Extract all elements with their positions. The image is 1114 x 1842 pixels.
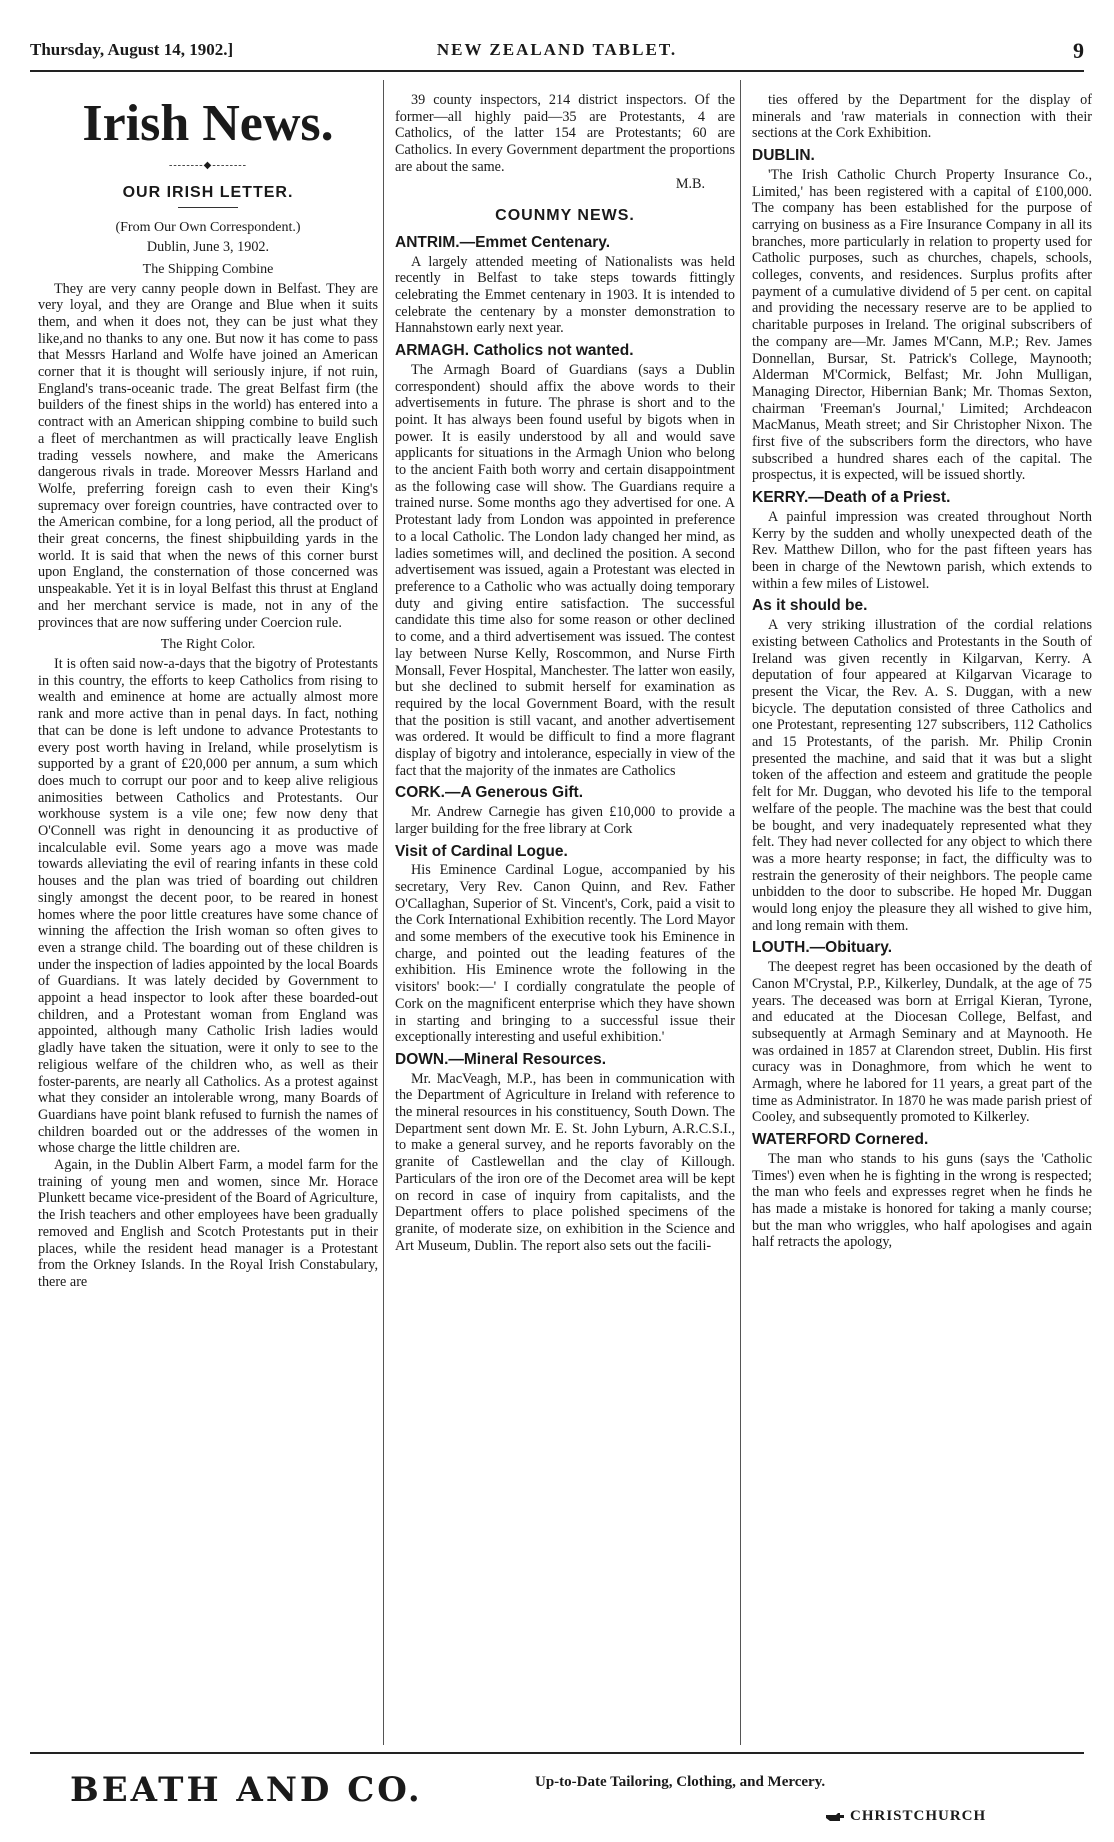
- subheading-shipping: The Shipping Combine: [142, 261, 274, 277]
- short-rule: [178, 207, 238, 208]
- signature: M.B.: [675, 175, 705, 192]
- county-news-title: COUNMY NEWS.: [495, 207, 635, 225]
- article-paragraph: The deepest regret has been occasioned by the death of Canon M'Crystal, P.P., Kilkerley, Dundalk, at the age of 75 years. The deceased was born at Errigal Kieran, Tyrone, and educated at the Diocesan College, Belfast, and subsequently at Armagh Seminary and at Maynooth. He was ordained in 1857 at Clarendon street, Dublin. His first curacy was in Donaghmore, from which he went to Armagh, where he labored for 11 years, a great part of the time as Administrator. In 1870 he was made parish priest of Cooley, and subsequently promoted to Kilkerley.: [752, 959, 1092, 1126]
- article-paragraph: Mr. Andrew Carnegie has given £10,000 to provide a larger building for the free library at Cork: [395, 804, 735, 837]
- advertiser-location: [826, 1808, 986, 1825]
- column-3: [752, 92, 1092, 1742]
- article-paragraph: The Armagh Board of Guardians (says a Dublin correspondent) should affix the above words to their advertisements in future. The phrase is short and to the point. It has always been found useful by bigots when in power. It is easily understood by all and would save applicants for situations in the Armagh Union who belong to the ancient Faith both worry and certain disappointment as the following case will show. The Guardians require a trained nurse. Some months ago they advertised for one. A Protestant lady from London was appointed in preference to a local Catholic. The London lady changed her mind, as ladies sometimes will, and declined the position. A second advertisement was issued, again a Protestant was elected in preference to a Catholic who was actually doing temporary duty and giving entire satisfaction. The successful candidate this time also for some reason or other declined to come, and a third advertisement was issued. The contest lay between Nurse Kelly, Roscommon, and Nurse Firth Monsall, Fever Hospital, Manchester. The latter won easily, but she declined to submit herself for examination as required by the local Government Board, with the result that the position is still vacant, and another advertisement was ordered. It would be difficult to find a more flagrant display of bigotry and intolerance, especially in view of the fact that the majority of the inmates are Catholics: [395, 361, 735, 779]
- article-paragraph: ties offered by the Department for the display of minerals and 'raw materials in connection with their sections at the Cork Exhibition.: [752, 92, 1092, 142]
- dateline: Dublin, June 3, 1902.: [146, 239, 270, 256]
- column-2: [395, 92, 735, 1742]
- article-paragraph: The man who stands to his guns (says the 'Catholic Times') even when he is fighting in the wrong is respected; the man who feels and expresses regret when he finds he has made a mistake is honored for taking a manly course; but the man who wriggles, who half apologises and again half retracts the apology,: [752, 1150, 1092, 1251]
- footer-rule: [30, 1752, 1084, 1754]
- page-header: [30, 34, 1084, 68]
- advertiser-tagline: Up-to-Date Tailoring, Clothing, and Mercery.: [535, 1774, 826, 1790]
- issue-date: Thursday, August 14, 1902.]: [30, 40, 234, 59]
- article-paragraph: Again, in the Dublin Albert Farm, a model farm for the training of young men and women, since Mr. Horace Plunkett became vice-president of the Board of Agriculture, the Irish teachers and other employees have been gradually removed and English and Scotch Protestants put in their places, while the resident head manager is a Protestant from the Orkney Islands. In the Royal Irish Constabulary, there are: [38, 1157, 378, 1290]
- pointing-hand-icon: [826, 1812, 844, 1822]
- heading-cork: CORK.—A Generous Gift.: [395, 784, 584, 802]
- column-divider: [740, 80, 741, 1745]
- letter-title: OUR IRISH LETTER.: [122, 183, 294, 201]
- heading-down: DOWN.—Mineral Resources.: [395, 1050, 607, 1068]
- heading-antrim: ANTRIM.—Emmet Centenary.: [395, 233, 611, 251]
- section-masthead: Irish News.: [82, 95, 334, 152]
- heading-cardinal-logue: Visit of Cardinal Logue.: [395, 842, 568, 860]
- byline: (From Our Own Correspondent.): [115, 220, 301, 236]
- article-paragraph: Mr. MacVeagh, M.P., has been in communication with the Department of Agriculture in Ireland with reference to the mineral resources in his constituency, South Down. The Department sent down Mr. E. St. John Lyburn, A.R.C.S.I., to make a general survey, and he reports favorably on the granite of Castlewellan and the clay of Killough. Particulars of the iron ore of the Decomet area will be kept on record in case of inquiry from capitalists, and the Department offers to place polished specimens of the granite, of moderate size, on exhibition in the Science and Art Museum, Dublin. The report also sets out the facili-: [395, 1070, 735, 1254]
- article-paragraph: They are very canny people down in Belfast. They are very loyal, and they are Orange and Blue when it suits them, and when it does not, they can be just what they like,and no thanks to any one. But now it has come to pass that Messrs Harland and Wolfe have joined an American corner that it is thought will seriously injure, if not ruin, England's trans-oceanic trade. The great Belfast firm (the builders of the finest ships in the world) has entered into a contract with an American shipping combine to build such a fleet of merchantmen as will practically leave English trading vessels nowhere, and make the Americans dangerous rivals in trade. Moreover Messrs Harland and Wolfe, preferring foreign cash to even their King's supremacy over foreign countries, have contracted over to the American combine, for a long period, all the product of their great concerns, the finest shipbuilding yards in the world. It is said that when the news of this corner burst upon England, the consternation of those concerned was unspeakable. Yet it is in loyal Belfast this thrust at England and her merchant service is made, not in any of the provinces that are now suffering under Coercion rule.: [38, 280, 378, 631]
- article-paragraph: 39 county inspectors, 214 district inspectors. Of the former—all highly paid—35 are Protestants, 4 are Catholics, of the latter 154 are Protestants; 60 are Catholics. In every Government department the proportions are about the same.: [395, 92, 735, 175]
- header-rule: [30, 70, 1084, 72]
- column-1: [38, 92, 378, 1742]
- article-paragraph: It is often said now-a-days that the bigotry of Protestants in this country, the efforts to keep Catholics from rising to wealth and eminence at home are actually almost more rank and more active than in penal days. In fact, nothing that can be done is left undone to advance Protestants to every post worth having in Ireland, while proselytism is supported by a grant of £20,000 per annum, a sum which does much to corrupt our poor and to keep alive religious animosities between Catholics and Protestants. Our workhouse system is a vile one; few now deny that O'Connell was right in denouncing it as productive of incalculable evil. Some years ago a move was made towards alleviating the evil of rearing infants in these cold houses and the plan was tried of boarding out children singly amongst the decent poor, to be reared in honest homes where the poor little creatures have some chance of winning the affection the Irish woman so often gives to even a strange child. The boarding out of these children is under the inspection of ladies appointed by the local Boards of Guardians. It was lately decided by Government to appoint a head inspector to look after these boarded-out children, and a Protestant woman from England was appointed, although many Catholic Irish ladies would gladly have taken the situation, were it only to see to the religious welfare of the children who, as well as their foster-parents, are nearly all Catholics. As a protest against what they consider an intolerable wrong, many Boards of Guardians have point blank refused to furnish the names of children boarded out or the addresses of the women in whose charge the little children are.: [38, 655, 378, 1157]
- article-paragraph: His Eminence Cardinal Logue, accompanied by his secretary, Very Rev. Canon Quinn, and Rev. Father O'Callaghan, Superior of St. Vincent's, Cork, paid a visit to the Cork International Exhibition recently. The Lord Mayor and some members of the executive took his Eminence in charge, and pointed out the leading features of the exhibition. His Eminence wrote the following in the visitors' book:—' I cordially congratulate the people of Cork on the magnificent enterprise which they have shown in starting and bringing to a successful issue their exceptionally interesting and useful exhibition.': [395, 862, 735, 1046]
- advertiser-name: BEATH AND CO.: [70, 1770, 423, 1810]
- heading-louth: LOUTH.—Obituary.: [752, 939, 893, 957]
- heading-as-it-should-be: As it should be.: [752, 597, 868, 615]
- heading-kerry: KERRY.—Death of a Priest.: [752, 489, 951, 507]
- article-paragraph: A largely attended meeting of Nationalists was held recently in Belfast to take steps towards fittingly celebrating the Emmet centenary in 1903. It is intended to celebrate the centenary by a monster demonstration to Hannahstown early next year.: [395, 253, 735, 337]
- ornament-divider: --------◆--------: [169, 160, 247, 171]
- article-paragraph: A very striking illustration of the cordial relations existing between Catholics and Protestants in the South of Ireland was given recently in Kilgarvan, Kerry. A deputation of four appeared at Kilgarvan Vicarage to present the Vicar, the Rev. A. S. Duggan, with a new bicycle. The deputation consisted of three Catholics and one Protestant, representing 127 subscribers, 112 Catholics and 15 Protestants, of the parish. Mr. Philip Cronin presented the machine, and said that it was but a slight token of the affection and esteem and gratitude the people felt for Mr. Duggan, who devoted his life to the temporal welfare of the people. The machine was the best that could be bought, and very inadequately represented what they felt. They had never collected for any object to which there was a more hearty response; in fact, the difficulty was to restrain the generosity of their neighbors. The people came unbidden to the door to subscribe. He hoped Mr. Duggan would long enjoy the pleasure they all wished to give him, and long remain with them.: [752, 617, 1092, 934]
- column-divider: [383, 80, 384, 1745]
- heading-waterford: WATERFORD Cornered.: [752, 1131, 929, 1149]
- city-name: CHRISTCHURCH: [850, 1808, 987, 1824]
- subheading-right-color: The Right Color.: [160, 637, 256, 653]
- publication-title: NEW ZEALAND TABLET.: [436, 40, 678, 59]
- heading-armagh: ARMAGH. Catholics not wanted.: [395, 342, 634, 360]
- heading-dublin: DUBLIN.: [752, 147, 815, 165]
- article-paragraph: A painful impression was created throughout North Kerry by the sudden and wholly unexpected death of the Rev. Matthew Dillon, who for the past fifteen years has been in charge of the Newtown parish, which extends to within a few miles of Listowel.: [752, 508, 1092, 592]
- article-paragraph: 'The Irish Catholic Church Property Insurance Co., Limited,' has been registered with a capital of £100,000. The company has been established for the purpose of carrying on business as a Fire Insurance Company in all its branches, more particularly in relation to property used for Catholic purposes, such as churches, chapels, schools, colleges, convents, and residences. Surplus profits after payment of a cumulative dividend of 5 per cent. on capital and providing the necessary reserve are to be applied to charitable purposes in Ireland. The original subscribers of the company are—Mr. James M'Cann, M.P.; Rev. James Donnellan, Bursar, St. Patrick's College, Maynooth; Alderman M'Cormick, Belfast; Mr. John Mulligan, Managing Director, Hibernian Bank; Mr. Thomas Sexton, chairman 'Freeman's Journal,' Limited; Archdeacon MacManus, Meath street; and Sir Christopher Nixon. The first five of the subscribers form the directors, who have subscribed a hundred shares each of the capital. The prospectus, it is expected, will be issued shortly.: [752, 166, 1092, 484]
- page-number: 9: [1073, 38, 1084, 63]
